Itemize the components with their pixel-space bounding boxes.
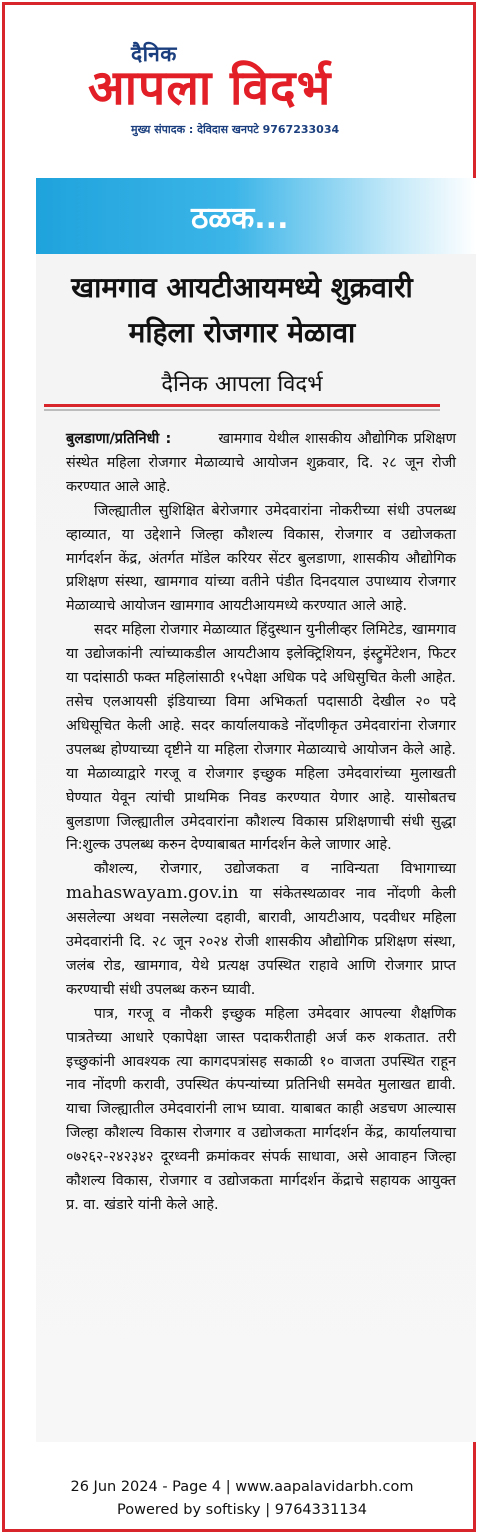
paragraph-5: पात्र, गरजू व नौकरी इच्छुक महिला उमेदवार आपल्या शैक्षणिक पात्रतेच्या आधारे एकापेक्षा जास्त पदाकरीताही अर्ज करु शकतात. तरी इच्छुकांनी आवश्यक त्या कागदपत्रांसह सकाळी १० वाजता उपस्थित राहून नाव नोंदणी करावी, उपस्थित कंपन्यांच्या प्रतिनिधी समवेत मुलाखत द्यावी. याचा जिल्ह्यातील उमेदवारांनी लाभ घ्यावा. याबाबत काही अडचण आल्यास जिल्हा कौशल्य विकास रोजगार व उद्योजकता मार्गदर्शन केंद्र, कार्यालयाचा ०७२६२-२४२३४२ दूरध्वनी क्रमांकवर संपर्क साधावा, असे आवाहन जिल्हा कौशल्य विकास, रोजगार व उद्योजकता मार्गदर्शन केंद्राचे सहायक आयुक्त प्र. वा. खंडारे यांनी केले आहे.: [66, 1005, 456, 1213]
divider-gray: [44, 409, 440, 411]
dateline: बुलडाणा/प्रतिनिधी :: [66, 431, 172, 447]
masthead-small-title: दैनिक: [131, 42, 177, 66]
paragraph-3: सदर महिला रोजगार मेळाव्यात हिंदुस्थान युनीलीव्हर लिमिटेड, खामगाव या उद्योजकांनी त्यांच्याकडील आयटीआय इलेक्ट्रिशियन, इंस्ट्रुमेंटेशन, फिटर या पदांसाठी फक्त महिलांसाठी १५पेक्षा अधिक पदे अधिसुचित केली आहेत. तसेच एलआयसी इंडियाच्या विमा अभिकर्ता पदासाठी देखील २० पदे अधिसूचित केली आहे. सदर कार्यालयाकडे नोंदणीकृत उमेदवारांना रोजगार उपलब्ध होण्याच्या दृष्टीने या महिला रोजगार मेळाव्याचे आयोजन केले आहे. या मेळाव्याद्वारे गरजू व रोजगार इच्छुक महिला उमेदवारांच्या मुलाखती घेण्यात येवून त्यांची प्राथमिक निवड करण्यात येणार आहे. यासोबतच बुलडाणा जिल्ह्यातील उमेदवारांना कौशल्य विकास प्रशिक्षणाची संधी सुद्धा नि:शुल्क उपलब्ध करुन देण्याबाबत मार्गदर्शन केले जाणार आहे.: [66, 622, 456, 854]
divider-red: [44, 404, 440, 407]
masthead-title: आपला विदर्भ: [88, 60, 332, 116]
paragraph-4-end: या संकेतस्थळावर नाव नोंदणी केली असलेल्या अथवा नसलेल्या दहावी, बारावी, आयटीआय, पदवीधर महिला उमेदवारांनी दि. २८ जून २०२४ रोजी शासकीय औद्योगिक प्रशिक्षण संस्था, जलंब रोड, खामगाव, येथे प्रत्यक्ष उपस्थित राहावे आणि रोजगार प्राप्त करण्याची संधी उपलब्ध करुन घ्यावी.: [66, 886, 456, 998]
footer-powered-by: Powered by softisky | 9764331134: [116, 1502, 367, 1518]
article-body: [66, 428, 456, 1218]
masthead: [0, 0, 484, 150]
paragraph-1: [66, 428, 456, 500]
website-link[interactable]: mahaswayam.gov.in: [66, 883, 239, 904]
headline-line-1: खामगाव आयटीआयमध्ये शुक्रवारी: [71, 271, 413, 304]
paragraph-4-start: कौशल्य, रोजगार, उद्योजकता व नाविन्यता विभागाच्या: [94, 861, 456, 878]
article-byline: दैनिक आपला विदर्भ: [161, 372, 323, 397]
section-banner-label: ठळक...: [191, 201, 289, 236]
paragraph-1-text: खामगाव येथील शासकीय औद्योगिक प्रशिक्षण संस्थेत महिला रोजगार मेळाव्याचे आयोजन शुक्रवार, दि. २८ जून रोजी करण्यात आले आहे.: [66, 431, 456, 495]
footer-page-info: 26 Jun 2024 - Page 4 | www.aapalavidarbh.com: [70, 1479, 414, 1495]
paragraph-2: जिल्ह्यातील सुशिक्षित बेरोजगार उमेदवारांना नोकरीच्या संधी उपलब्ध व्हाव्यात, या उद्देशाने जिल्हा कौशल्य विकास, रोजगार व उद्योजकता मार्गदर्शन केंद्र, अंतर्गत मॉडेल करियर सेंटर बुलडाणा, शासकीय औद्योगिक प्रशिक्षण संस्था, खामगाव यांच्या वतीने पंडीत दिनदयाल उपाध्याय रोजगार मेळाव्याचे आयोजन खामगाव आयटीआयमध्ये करण्यात आले आहे.: [66, 502, 456, 615]
masthead-editor-line: मुख्य संपादक : देविदास खनपटे 9767233034: [131, 123, 340, 136]
paragraph-4: [66, 858, 456, 1002]
section-banner: [36, 178, 476, 254]
headline-line-2: महिला रोजगार मेळावा: [128, 316, 356, 349]
